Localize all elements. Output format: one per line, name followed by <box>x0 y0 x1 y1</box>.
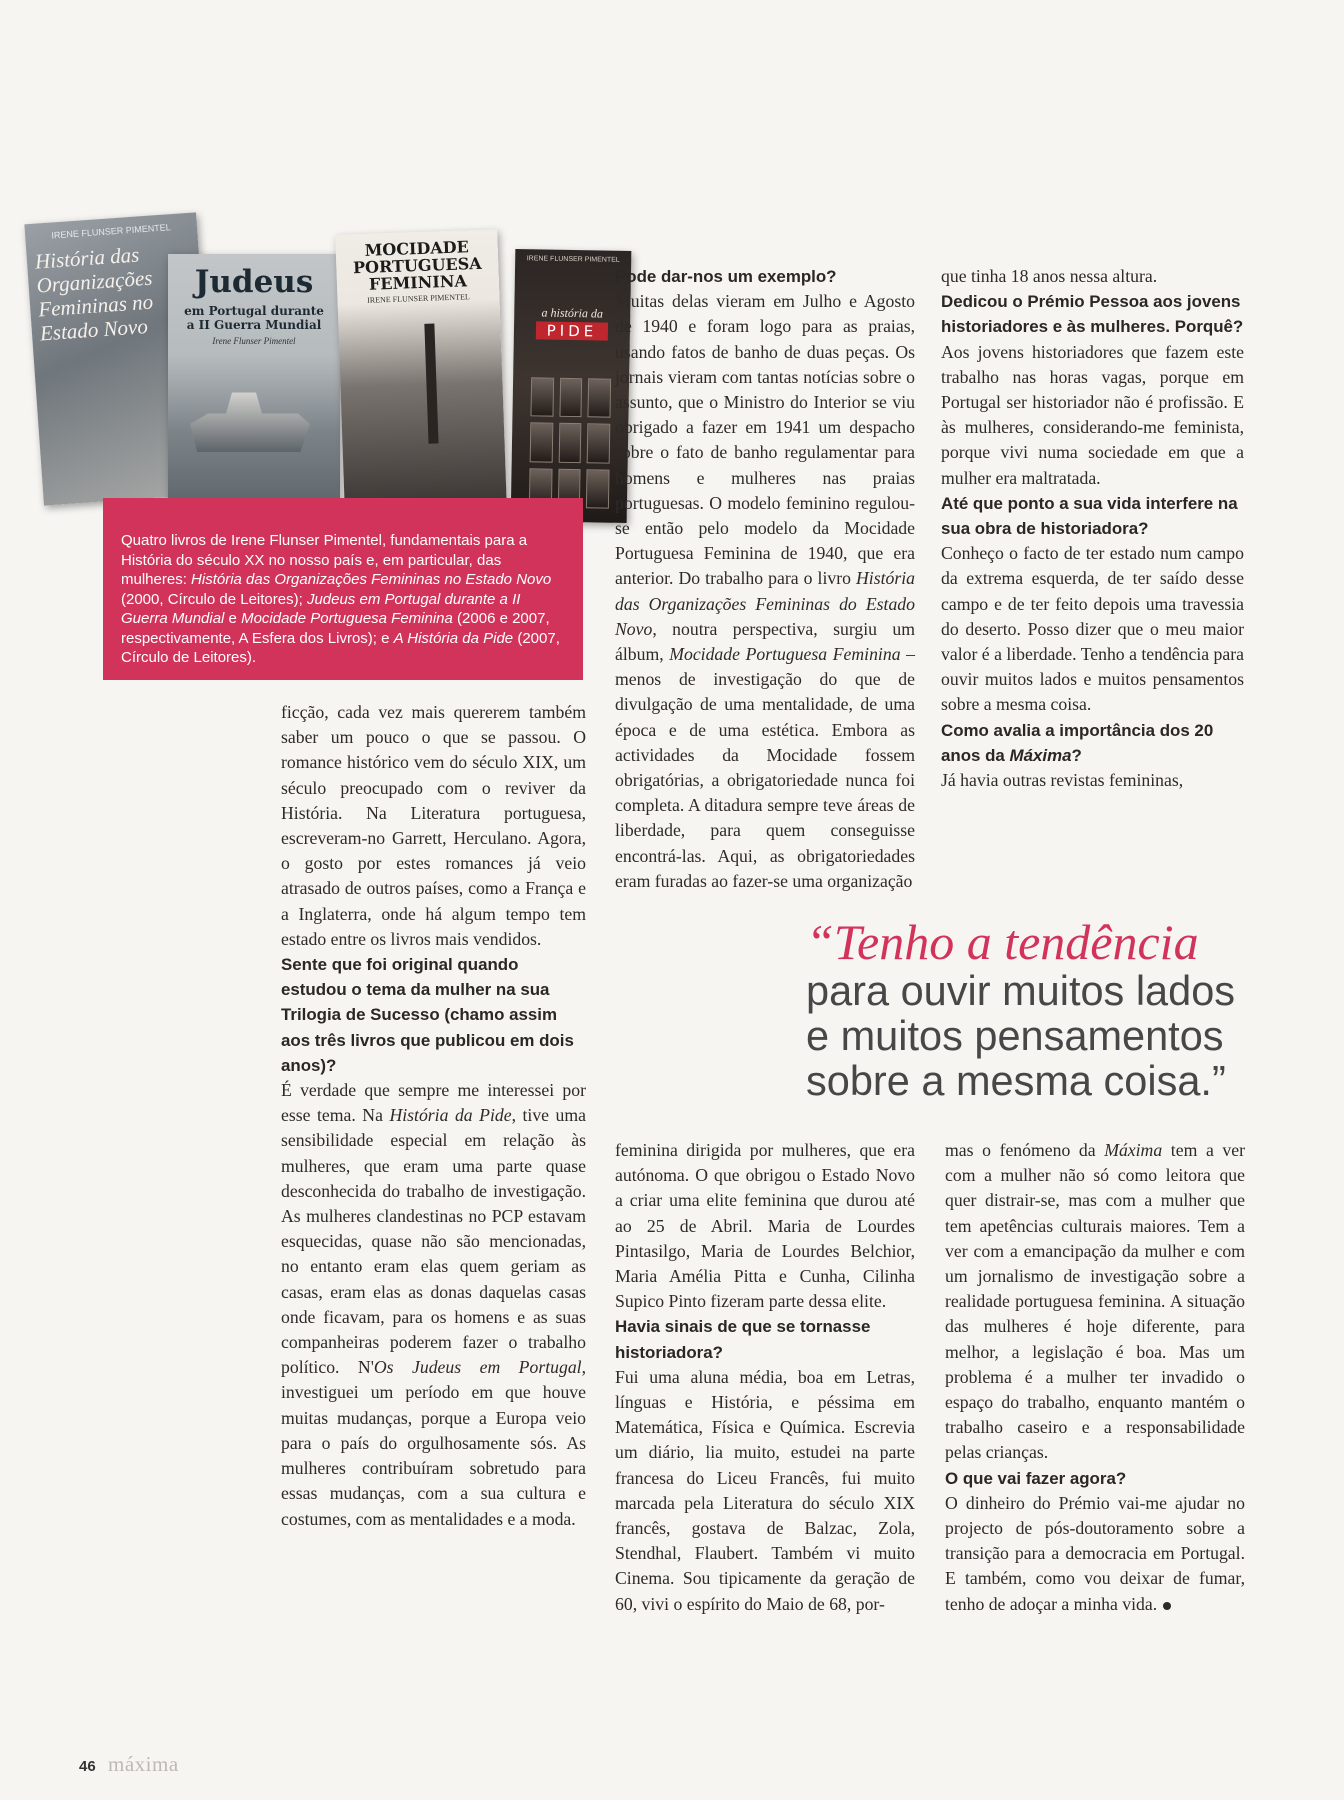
mugshot <box>558 423 581 463</box>
pull-quote-line: sobre a mesma coisa.” <box>806 1057 1226 1104</box>
body-paragraph: que tinha 18 anos nessa altura. <box>941 266 1158 286</box>
ship-illustration <box>190 382 310 452</box>
book-title-line: PIDE <box>536 321 608 340</box>
book-title: História das Organizações Femininas no Estado Novo <box>34 242 154 346</box>
body-paragraph: feminina dirigida por mulheres, que era autónoma. O que obrigou o Estado Novo a criar uma elite feminina que durou até ao 25 de Abril. Maria de Lourdes Pintasilgo, Maria de Lourdes Belchior, Maria Amélia Pitta e Cunha, Cilinha Supico Pinto fizeram parte dessa elite. <box>615 1140 915 1312</box>
body-paragraph: Conheço o facto de ter estado num campo da extrema esquerda, de ter saído desse campo e de ter feito depois uma travessia do deserto. Posso dizer que o meu maior valor é a liberdade. Tenho a tendência para ouvir muitos lados e muitos pensamentos sobre a mesma coisa. <box>941 543 1244 715</box>
interview-question: O que vai fazer agora? <box>945 1468 1127 1488</box>
pull-quote-line: “Tenho a tendência <box>806 914 1199 970</box>
book-author-header: IRENE FLUNSER PIMENTEL <box>51 222 172 241</box>
article-column-2-top <box>615 264 915 894</box>
photo-caption: Quatro livros de Irene Flunser Pimentel, fundamentais para a História do século XX no nosso país e, em particular, das mulheres: História das Organizações Femininas no Estado Novo (2000, Círculo de Leitores); Judeus em Portugal durante a II Guerra Mundial e Mocidade Portuguesa Feminina (2006 e 2007, respectivamente, A Esfera dos Livros); e A História da Pide (2007, Círculo de Leitores). <box>121 532 560 666</box>
end-bullet-icon <box>1163 1602 1171 1610</box>
interview-question: Pode dar-nos um exemplo? <box>615 267 837 286</box>
mugshot <box>587 424 610 464</box>
flag-pole-illustration <box>424 324 438 444</box>
pull-quote <box>806 916 1254 1103</box>
book-subtitle-line: a II Guerra Mundial <box>186 318 322 332</box>
book-cover-judeus-em-portugal <box>168 254 340 508</box>
body-paragraph: É verdade que sempre me interessei por esse tema. Na História da Pide, tive uma sensibilidade especial em relação às mulheres, que eram uma parte quase desconhecida do trabalho de investigação. As mulheres clandestinas no PCP estavam esquecidas, quase não são mencionadas, no entanto eram elas quem geriam as casas, eram elas as donas daquelas casas onde ficavam, para os homens e as suas companheiras poderem fazer o trabalho político. N'Os Judeus em Portugal, investiguei um período em que houve muitas mudanças, porque a Europa veio para o país do orgulhosamente sós. As mulheres contribuíram sobretudo para essas mudanças, com a sua cultura e costumes, com as mentalidades e a moda. <box>281 1080 586 1529</box>
body-paragraph: mas o fenómeno da Máxima tem a ver com a mulher não só como leitora que quer distrair-se, mas com a mulher que tem apetências culturais maiores. Tem a ver com a emancipação da mulher e com um jornalismo de investigação sobre a realidade portuguesa feminina. A situação das mulheres é hoje diferente, para melhor, a legislação é boa. Mas um problema é a mulher ter invadido o espaço do trabalho, enquanto mantém o trabalho caseiro e a responsabilidade pelas crianças. <box>945 1140 1245 1463</box>
magazine-logo: máxima <box>108 1752 179 1776</box>
body-paragraph: Aos jovens historiadores que fazem este trabalho nas horas vagas, porque em Portugal ser historiador não é profissão. E às mulheres, considerando-me feminista, porque vivi numa sociedade em que a mulher era maltratada. <box>941 341 1244 488</box>
body-paragraph: Fui uma aluna média, boa em Letras, línguas e História, e péssima em Matemática, Física e Química. Escrevia um diário, lia muito, estudei na parte francesa do Liceu Francês, fui muito marcada pela Literatura do século XIX francês, gostava de Balzac, Zola, Stendhal, Flaubert. Também vi muito Cinema. Sou tipicamente da geração de 60, vivi o espírito do Maio de 68, por- <box>615 1366 915 1614</box>
mugshot <box>530 423 553 463</box>
book-author: IRENE FLUNSER PIMENTEL <box>367 292 470 305</box>
article-column-1 <box>281 700 586 1532</box>
book-title-line: a história da <box>541 305 604 321</box>
interview-question: Dedicou o Prémio Pessoa aos jovens historiadores e às mulheres. Porquê? <box>941 292 1244 337</box>
interview-question: Havia sinais de que se tornasse historiadora? <box>615 1317 871 1362</box>
book-cover-mocidade-portuguesa-feminina <box>335 229 507 512</box>
book-title-line: MOCIDADE <box>364 237 470 260</box>
mugshot <box>586 469 609 509</box>
book-title-line: FEMININA <box>368 271 468 294</box>
body-paragraph: Já havia outras revistas femininas, <box>941 770 1184 791</box>
book-subtitle <box>168 304 340 332</box>
interview-question: Como avalia a importância dos 20 anos da Máxima? <box>941 720 1214 765</box>
pull-quote-line: para ouvir muitos lados <box>806 967 1236 1014</box>
book-author: Irene Flunser Pimentel <box>212 336 296 346</box>
interview-question: Até que ponto a sua vida interfere na sua obra de historiadora? <box>941 493 1238 539</box>
book-title <box>335 237 499 294</box>
mugshot <box>588 378 611 418</box>
interview-question: Sente que foi original quando estudou o tema da mulher na sua Trilogia de Sucesso (chamo assim aos três livros que publicou em dois anos)? <box>281 955 574 1075</box>
book-title: Judeus <box>194 264 314 300</box>
mugshot <box>559 378 582 418</box>
article-column-3-top <box>941 264 1244 793</box>
article-column-3-bottom <box>945 1138 1245 1617</box>
body-paragraph: O dinheiro do Prémio vai-me ajudar no projecto de pós-doutoramento sobre a transição para a democracia em Portugal. E também, como vou deixar de fumar, tenho de adoçar a minha vida. <box>945 1492 1245 1614</box>
article-column-2-bottom <box>615 1138 915 1617</box>
body-paragraph: Muitas delas vieram em Julho e Agosto de 1940 e foram logo para as praias, usando fatos de banho de duas peças. Os jornais vieram com tantas notícias sobre o assunto, que o Ministro do Interior se viu obrigado a fazer em 1941 um despacho sobre o fato de banho regulamentar para homens e mulheres nas praias portuguesas. O modelo feminino regulou-se então pelo modelo da Mocidade Portuguesa Feminina de 1940, que era anterior. Do trabalho para o livro História das Organizações Femininas do Estado Novo, noutra perspectiva, surgiu um álbum, Mocidade Portuguesa Feminina – menos de investigação do que de divulgação de uma mentalidade, de uma época e de uma estética. Embora as actividades da Mocidade fossem obrigatórias, a obrigatoriedade nunca foi completa. A ditadura sempre teve áreas de liberdade, para quem conseguisse encontrá-las. Aqui, as obrigatoriedades eram furadas ao fazer-se uma organização <box>615 291 915 891</box>
body-paragraph: ficção, cada vez mais quererem também saber um pouco o que se passou. O romance histórico vem do século XIX, um século preocupado com o reviver da História. Na Literatura portuguesa, escreveram-no Garrett, Herculano. Agora, o gosto por estes romances já veio atrasado de outros países, como a França e a Inglaterra, onde há algum tempo tem estado entre os livros mais vendidos. <box>281 702 586 949</box>
book-cover-historia-da-pide <box>511 249 632 523</box>
mugshot-grid <box>529 377 611 508</box>
book-author-header: IRENE FLUNSER PIMENTEL <box>526 255 620 264</box>
book-title-line: PORTUGUESA <box>352 253 482 278</box>
book-subtitle-line: em Portugal durante <box>184 304 324 318</box>
pull-quote-line: e muitos pensamentos <box>806 1012 1224 1059</box>
mugshot <box>530 377 553 417</box>
page-number: 46 <box>79 1758 96 1775</box>
